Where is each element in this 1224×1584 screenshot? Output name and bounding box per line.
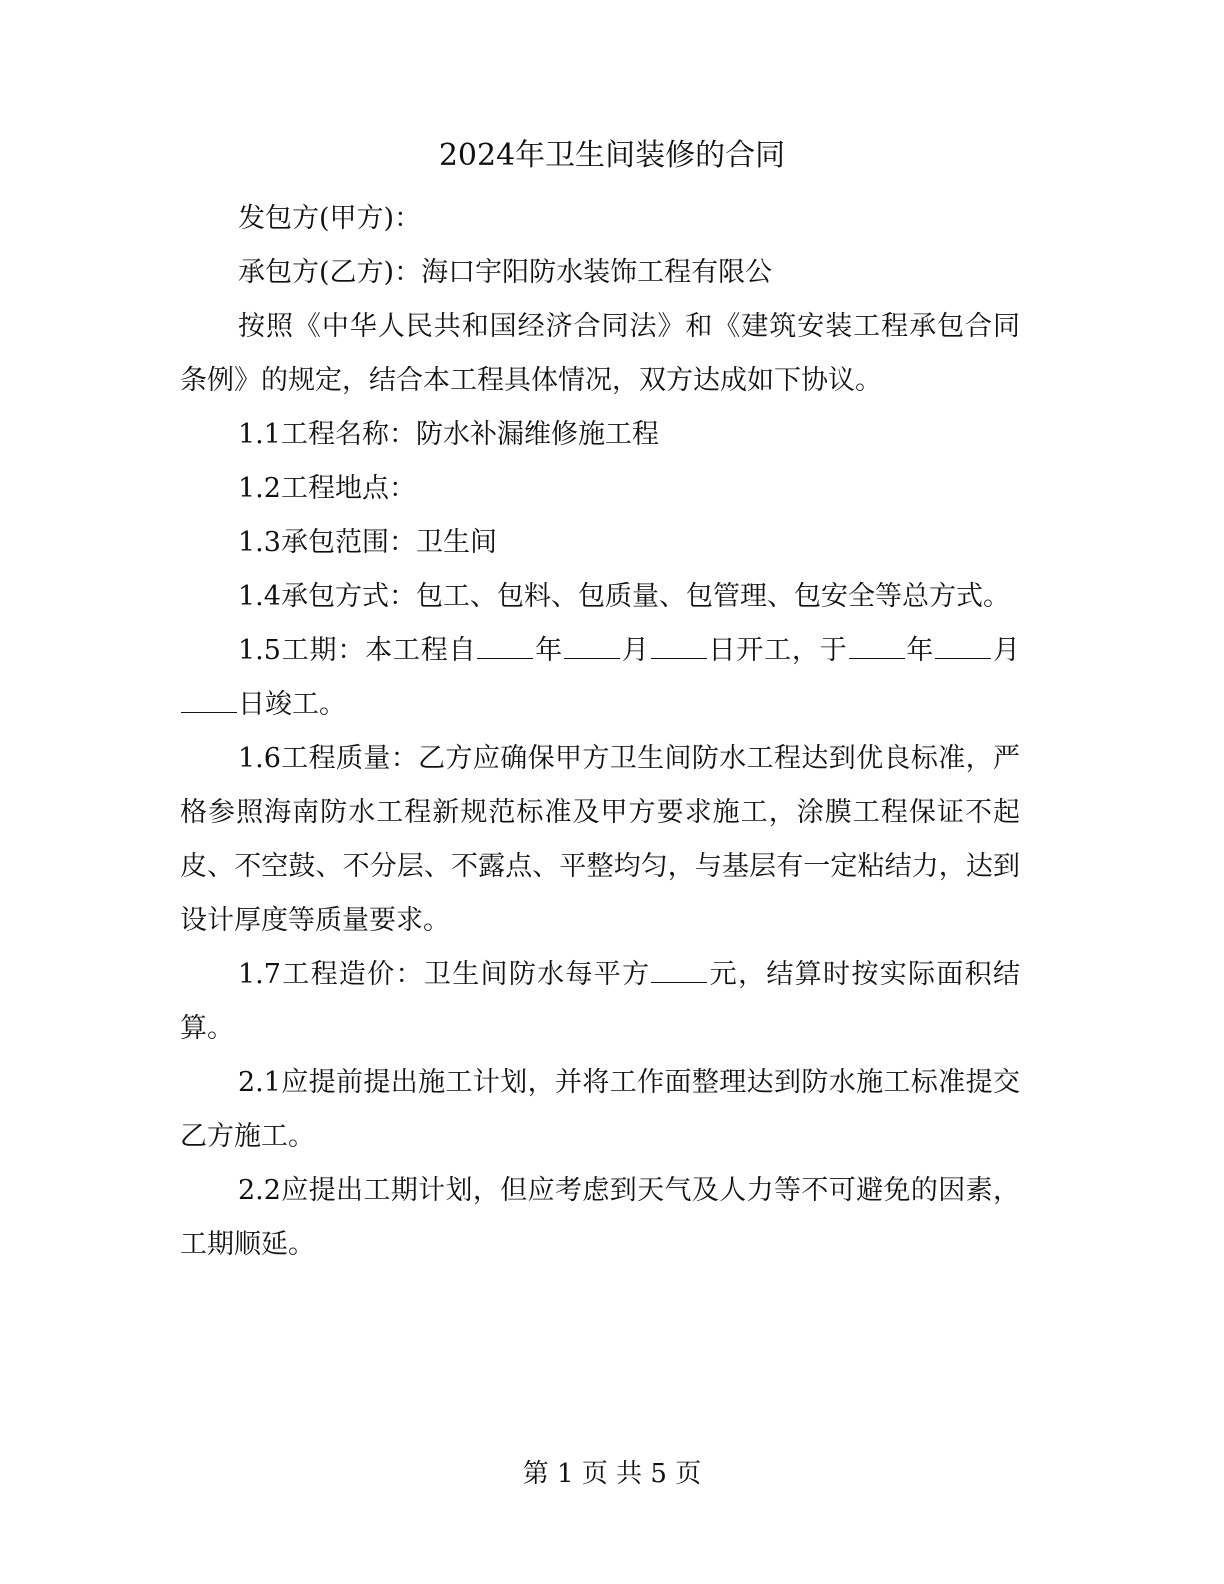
page-number-footer: 第 1 页 共 5 页 xyxy=(522,1459,702,1489)
clause-1-5 xyxy=(180,624,1020,732)
clause-1-1: 1.1工程名称：防水补漏维修施工程 xyxy=(238,419,659,450)
clause-1-7-suffix: 元，结算时按实际面积结算。 xyxy=(180,959,1020,1044)
blank-unit-price xyxy=(651,981,707,983)
clause-1-2: 1.2工程地点： xyxy=(238,473,416,504)
blank-start-year xyxy=(477,657,533,659)
blank-start-month xyxy=(564,657,620,659)
clause-1-6: 1.6工程质量：乙方应确保甲方卫生间防水工程达到优良标准，严格参照海南防水工程新规范标准及甲方要求施工，涂膜工程保证不起皮、不空鼓、不分层、不露点、平整均匀，与基层有一定粘结力，达到设计厚度等质量要求。 xyxy=(180,743,1020,936)
clause-1-5-day1: 日开工，于 xyxy=(707,635,848,666)
clause-1-3: 1.3承包范围：卫生间 xyxy=(238,527,497,558)
document-title: 2024年卫生间装修的合同 xyxy=(438,138,786,173)
clause-1-7 xyxy=(180,948,1020,1056)
party-a-line: 发包方(甲方)： xyxy=(238,203,422,234)
clause-1-5-prefix: 1.5工期：本工程自 xyxy=(238,635,477,666)
clause-1-5-month2: 月 xyxy=(992,635,1020,666)
party-b-line: 承包方(乙方)：海口宇阳防水装饰工程有限公 xyxy=(238,257,773,288)
clause-1-7-prefix: 1.7工程造价：卫生间防水每平方 xyxy=(238,959,651,990)
document-body xyxy=(180,192,1020,1272)
clause-1-5-year2: 年 xyxy=(905,635,935,666)
clause-1-5-year1: 年 xyxy=(534,635,564,666)
preamble-paragraph: 按照《中华人民共和国经济合同法》和《建筑安装工程承包合同条例》的规定，结合本工程具体情况，双方达成如下协议。 xyxy=(180,311,1020,396)
blank-end-month xyxy=(935,657,991,659)
blank-start-day xyxy=(651,657,707,659)
clause-2-1: 2.1应提前提出施工计划，并将工作面整理达到防水施工标准提交乙方施工。 xyxy=(180,1067,1020,1152)
blank-end-year xyxy=(849,657,905,659)
blank-end-day xyxy=(181,711,237,713)
clause-1-5-day2: 日竣工。 xyxy=(238,689,346,720)
clause-1-5-month1: 月 xyxy=(621,635,650,666)
clause-2-2: 2.2应提出工期计划，但应考虑到天气及人力等不可避免的因素，工期顺延。 xyxy=(180,1175,1020,1260)
clause-1-4: 1.4承包方式：包工、包料、包质量、包管理、包安全等总方式。 xyxy=(238,581,1010,612)
